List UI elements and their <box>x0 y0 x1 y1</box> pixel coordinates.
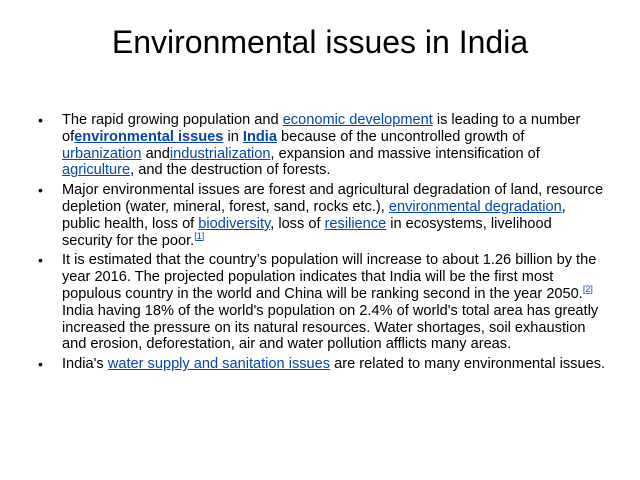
link-biodiversity[interactable]: biodiversity <box>198 215 271 232</box>
bullet-text: , and the destruction of forests. <box>130 162 331 179</box>
bullet-text: in ecosystems, livelihood security for the poor. <box>62 215 552 249</box>
bullet-text: , expansion and massive intensification of <box>270 145 540 162</box>
link-resilience[interactable]: resilience <box>324 215 387 232</box>
bullet-item-water-supply <box>38 356 606 373</box>
bullet-text: in <box>223 128 243 145</box>
bullet-text: are related to many environmental issues. <box>330 356 606 373</box>
bullet-text: , public health, loss of <box>62 198 566 232</box>
bullet-list <box>38 112 606 376</box>
bullet-text: Major environmental issues are forest and agricultural degradation of land, resource depletion (water, mineral, forest, sand, rocks etc.), <box>62 182 604 215</box>
bullet-text: and <box>141 145 170 162</box>
bullet-item-population-estimate <box>38 252 606 353</box>
bullet-text: It is estimated that the country’s population will increase to about 1.26 billion by the year 2016. The projected population indicates that India will be the first most populous country in the world and China will be ranking second in the year 2050. <box>62 252 597 302</box>
bullet-text: is leading to a number of <box>62 112 581 145</box>
bullet-text: The rapid growing population and <box>62 112 283 128</box>
bullet-item-population <box>38 112 606 179</box>
link-economic-development[interactable]: economic development <box>282 112 433 128</box>
link-environmental-degradation[interactable]: environmental degradation <box>388 198 562 215</box>
bullet-dot-icon: • <box>38 182 43 199</box>
bullet-text: India's <box>62 356 108 373</box>
bullet-text: India having 18% of the world's population on 2.4% of world's total area has greatly increased the pressure on its natural resources. Water shortages, soil exhaustion and erosion, deforestation, air and water pollution afflicts many areas. <box>62 302 599 353</box>
bullet-item-major-issues <box>38 182 606 249</box>
link-environmental-issues[interactable]: environmental issues <box>74 128 224 145</box>
link-industrialization[interactable]: industrialization <box>169 145 271 162</box>
bullet-text: , loss of <box>270 215 325 232</box>
link-urbanization[interactable]: urbanization <box>62 145 142 162</box>
slide-title: Environmental issues in India <box>111 24 529 60</box>
reference-link-2[interactable]: [2] <box>582 284 593 295</box>
link-india[interactable]: India <box>242 128 277 145</box>
bullet-dot-icon: • <box>38 252 43 269</box>
bullet-dot-icon: • <box>38 112 43 128</box>
bullet-dot-icon: • <box>38 356 43 373</box>
bullet-text: because of the uncontrolled growth of <box>276 128 525 145</box>
link-agriculture[interactable]: agriculture <box>62 162 131 179</box>
reference-link-1[interactable]: [1] <box>194 230 205 241</box>
link-water-supply-sanitation[interactable]: water supply and sanitation issues <box>107 356 331 373</box>
